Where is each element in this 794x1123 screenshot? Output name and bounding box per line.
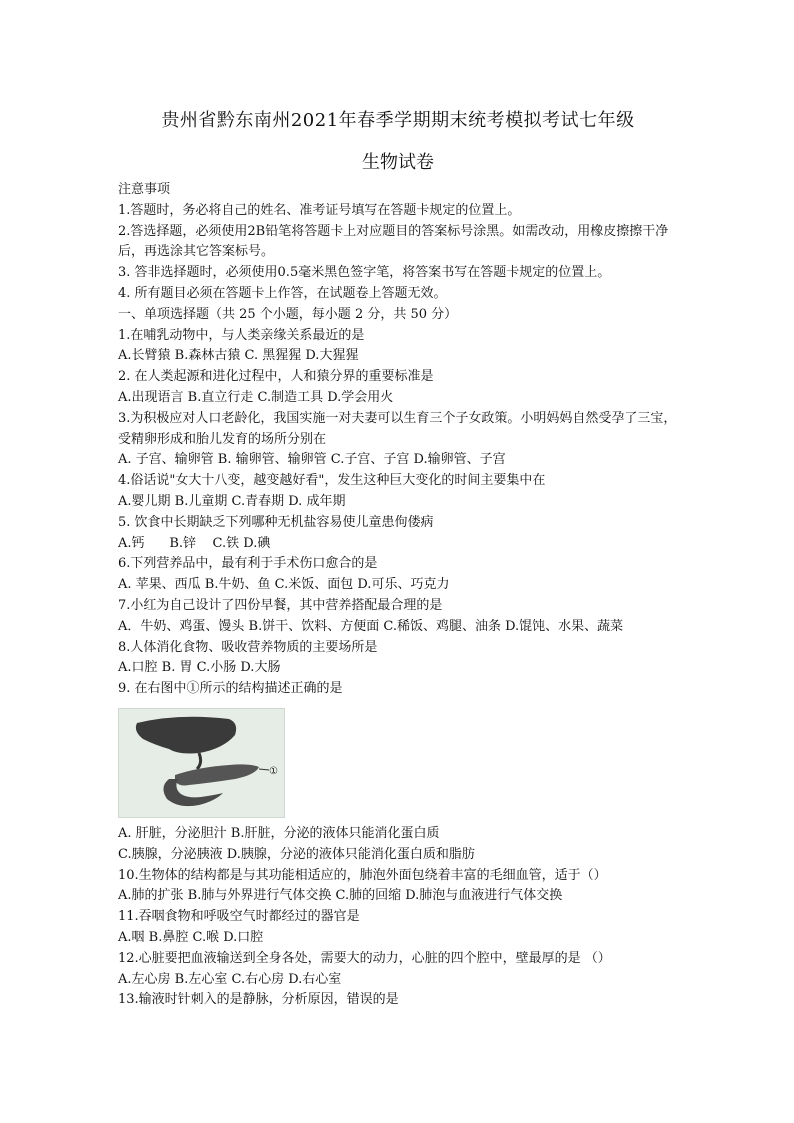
figure-label-1: ① bbox=[269, 765, 278, 777]
notice-item: 4. 所有题目必须在答题卡上作答，在试题卷上答题无效。 bbox=[118, 285, 447, 301]
question-options: A．牛奶、鸡蛋、馒头 B.饼干、饮料、方便面 C.稀饭、鸡腿、油条 D.馄饨、水果、蔬菜 bbox=[118, 618, 624, 634]
question-stem: 9. 在右图中①所示的结构描述正确的是 bbox=[118, 681, 343, 697]
question-options: A.婴儿期 B.儿童期 C.青春期 D. 成年期 bbox=[118, 493, 346, 509]
exam-body bbox=[118, 180, 678, 1011]
question-stem: 8.人体消化食物、吸收营养物质的主要场所是 bbox=[118, 639, 378, 655]
question-options: A. 苹果、西瓜 B.牛奶、鱼 C.米饭、面包 D.可乐、巧克力 bbox=[118, 577, 450, 593]
question-stem: 12.心脏要把血液输送到全身各处，需要大的动力，心脏的四个腔中，壁最厚的是 （） bbox=[118, 950, 611, 966]
question-options: C.胰腺，分泌胰液 D.胰腺，分泌的液体只能消化蛋白质和脂肪 bbox=[118, 846, 475, 862]
question-stem: 5. 饮食中长期缺乏下列哪种无机盐容易使儿童患佝偻病 bbox=[118, 514, 434, 530]
question-stem: 1.在哺乳动物中，与人类亲缘关系最近的是 bbox=[118, 327, 365, 343]
question-stem: 4.俗话说"女大十八变，越变越好看"，发生这种巨大变化的时间主要集中在 bbox=[118, 473, 546, 489]
question-options: A.左心房 B.左心室 C.右心房 D.右心室 bbox=[118, 971, 342, 987]
notice-item: 2.答选择题，必须使用2B铅笔将答题卡上对应题目的答案标号涂黑。如需改动，用橡皮擦擦干净后，再选涂其它答案标号。 bbox=[118, 223, 669, 260]
question-options: A.咽 B.鼻腔 C.喉 D.口腔 bbox=[118, 929, 264, 945]
notice-item: 1.答题时，务必将自己的姓名、准考证号填写在答题卡规定的位置上。 bbox=[118, 202, 521, 218]
question-options: A.钙 B.锌 C.铁 D.碘 bbox=[118, 535, 271, 551]
question-stem: 3.为积极应对人口老龄化，我国实施一对夫妻可以生育三个子女政策。小明妈妈自然受孕了三宝，受精卵形成和胎儿发育的场所分别在 bbox=[118, 410, 677, 447]
question-options: A.肺的扩张 B.肺与外界进行气体交换 C.肺的回缩 D.肺泡与血液进行气体交换 bbox=[118, 888, 563, 904]
exam-title: 贵州省黔东南州2021年春季学期期末统考模拟考试七年级 bbox=[161, 110, 635, 131]
question-stem: 13.输液时针刺入的是静脉，分析原因，错误的是 bbox=[118, 992, 399, 1008]
question-stem: 10.生物体的结构都是与其功能相适应的，肺泡外面包绕着丰富的毛细血管，适于（） bbox=[118, 867, 607, 883]
question-stem: 11.吞咽食物和呼吸空气时都经过的器官是 bbox=[118, 909, 360, 925]
section-heading: 一、单项选择题（共 25 个小题，每小题 2 分，共 50 分） bbox=[118, 306, 458, 322]
notice-heading: 注意事项 bbox=[118, 182, 171, 197]
question-options: A. 子宫、输卵管 B. 输卵管、输卵管 C.子宫、子宫 D.输卵管、子宫 bbox=[118, 452, 506, 468]
exam-subtitle: 生物试卷 bbox=[362, 152, 434, 173]
question-options: A.长臂猿 B.森林古猿 C. 黑猩猩 D.大猩猩 bbox=[118, 348, 359, 364]
question-stem: 7.小红为自己设计了四份早餐，其中营养搭配最合理的是 bbox=[118, 597, 443, 613]
liver-pancreas-illustration bbox=[119, 709, 284, 817]
notice-item: 3. 答非选择题时，必须使用0.5毫米黑色签字笔，将答案书写在答题卡规定的位置上。 bbox=[118, 265, 611, 281]
question-options: A.口腔 B. 胃 C.小肠 D.大肠 bbox=[118, 660, 281, 676]
question-stem: 2. 在人类起源和进化过程中，人和猿分界的重要标准是 bbox=[118, 369, 434, 385]
question-options: A.出现语言 B.直立行走 C.制造工具 D.学会用火 bbox=[118, 389, 394, 405]
liver-pancreas-figure bbox=[118, 708, 285, 818]
question-stem: 6.下列营养品中，最有利于手术伤口愈合的是 bbox=[118, 556, 378, 572]
question-options: A. 肝脏，分泌胆汁 B.肝脏，分泌的液体只能消化蛋白质 bbox=[118, 825, 440, 841]
